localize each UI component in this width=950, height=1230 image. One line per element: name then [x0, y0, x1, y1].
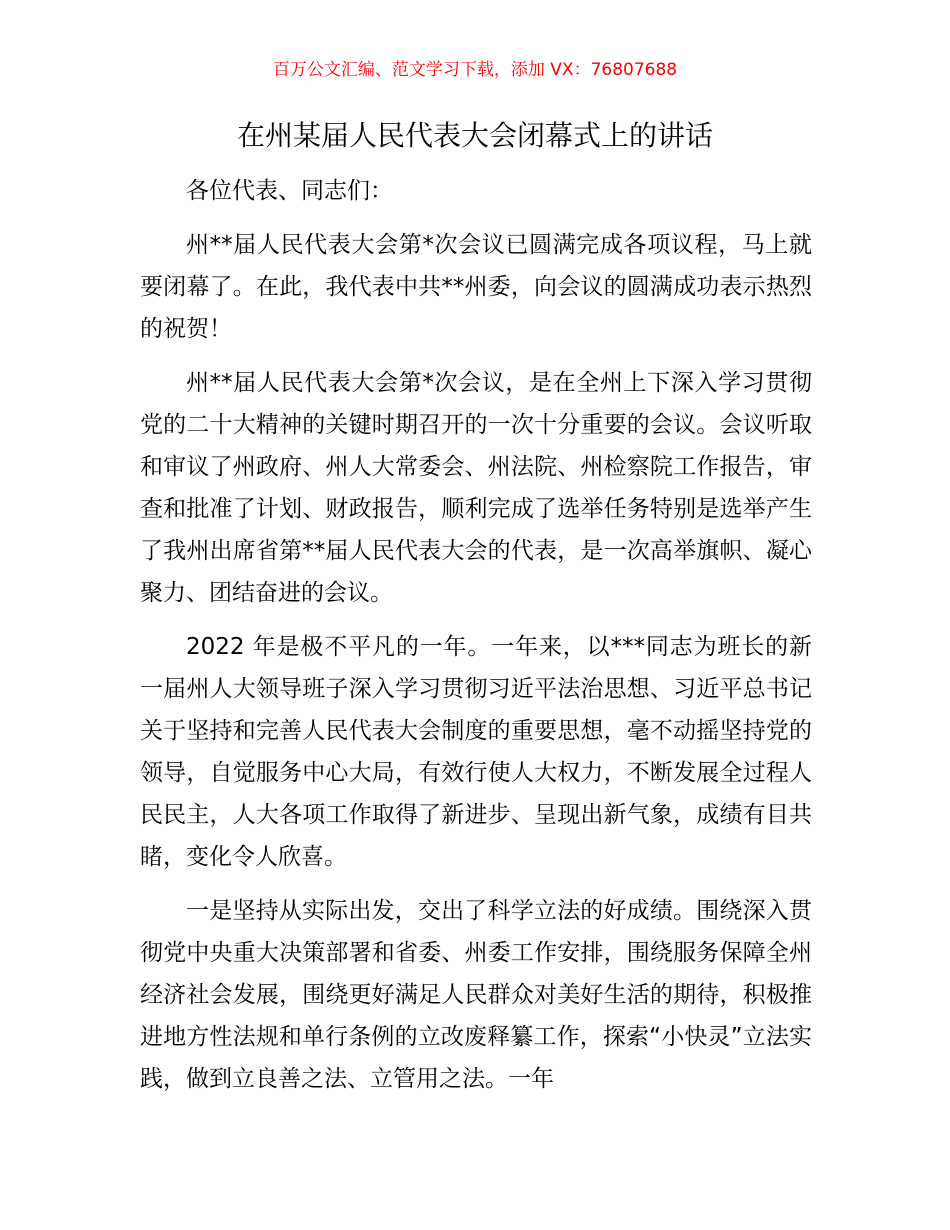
salutation: 各位代表、同志们： — [186, 178, 393, 204]
paragraph: 州**届人民代表大会第*次会议已圆满完成各项议程，马上就要闭幕了。在此，我代表中共**州委，向会议的圆满成功表示热烈的祝贺！ — [140, 232, 812, 342]
document-title: 在州某届人民代表大会闭幕式上的讲话 — [236, 119, 713, 152]
document-body — [140, 170, 812, 1112]
paragraph: 一是坚持从实际出发，交出了科学立法的好成绩。围绕深入贯彻党中央重大决策部署和省委、州委工作安排，围绕服务保障全州经济社会发展，围绕更好满足人民群众对美好生活的期待，积极推进地方性法规和单行条例的立改废释纂工作，探索“小快灵”立法实践，做到立良善之法、立管用之法。一年 — [140, 898, 812, 1092]
paragraph: 州**届人民代表大会第*次会议，是在全州上下深入学习贯彻党的二十大精神的关键时期召开的一次十分重要的会议。会议听取和审议了州政府、州人大常委会、州法院、州检察院工作报告，审查和批准了计划、财政报告，顺利完成了选举任务特别是选举产生了我州出席省第**届人民代表大会的代表，是一次高举旗帜、凝心聚力、团结奋进的会议。 — [140, 370, 812, 606]
watermark-header: 百万公文汇编、范文学习下载，添加 VX：76807688 — [272, 60, 678, 80]
paragraph: 2022 年是极不平凡的一年。一年来，以***同志为班长的新一届州人大领导班子深入学习贯彻习近平法治思想、习近平总书记关于坚持和完善人民代表大会制度的重要思想，毫不动摇坚持党的领导，自觉服务中心大局，有效行使人大权力，不断发展全过程人民民主，人大各项工作取得了新进步、呈现出新气象，成绩有目共睹，变化令人欣喜。 — [140, 634, 812, 870]
